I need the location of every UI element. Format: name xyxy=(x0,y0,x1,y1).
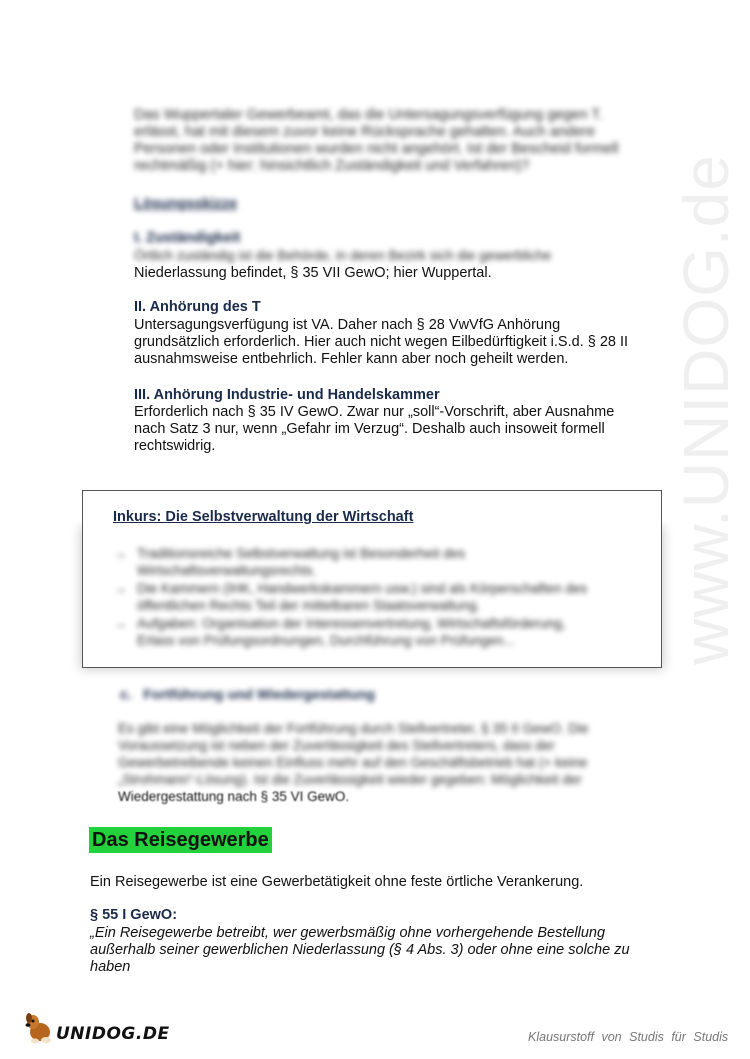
section3-heading: III. Anhörung Industrie- und Handelskammer xyxy=(134,387,440,403)
fortfuehrung-paragraph xyxy=(118,720,658,805)
list-item-line: Erlass von Prüfungsordnungen, Durchführung von Prüfungen... xyxy=(137,633,515,648)
section2-heading: II. Anhörung des T xyxy=(134,299,261,315)
fortfuehrung-line: Es gibt eine Möglichkeit der Fortführung durch Stellvertreter, § 35 II GewO. Die xyxy=(118,721,589,736)
inkurs-list xyxy=(113,545,643,650)
list-item xyxy=(113,580,643,614)
section3-paragraph xyxy=(134,404,664,455)
list-item xyxy=(113,615,643,649)
law-quote xyxy=(90,925,670,976)
arrow-icon: → xyxy=(113,546,127,561)
fortfuehrung-line: Wiedergestattung nach § 35 VI GewO. xyxy=(118,789,350,804)
fortfuehrung-line: Voraussetzung ist neben der Zuverlässigkeit des Stellvertreters, dass der xyxy=(118,738,555,753)
fortfuehrung-line: Gewerbetreibende keinen Einfluss mehr auf den Geschäftsbetrieb hat (+ keine xyxy=(118,755,588,770)
law-quote-line: haben xyxy=(90,959,131,975)
section3-line: Erforderlich nach § 35 IV GewO. Zwar nur „soll“-Vorschrift, aber Ausnahme xyxy=(134,404,615,420)
list-item-line: Traditionsreiche Selbstverwaltung ist Besonderheit des xyxy=(137,546,466,561)
watermark-text: www.UNIDOG.de xyxy=(670,154,742,665)
fortfuehrung-line: „Strohmann“-Lösung). Ist die Zuverlässigkeit wieder gegeben: Möglichkeit der xyxy=(118,772,582,787)
section1-text: Niederlassung befindet, § 35 VII GewO; hier Wuppertal. xyxy=(134,265,492,281)
reisegewerbe-heading-wrap xyxy=(89,827,272,853)
intro-line: Das Wuppertaler Gewerbeamt, das die Untersagungsverfügung gegen T. xyxy=(134,107,603,123)
list-item xyxy=(113,545,643,579)
loesung-heading: Lösungsskizze xyxy=(134,196,238,212)
intro-line: Personen oder Institutionen wurden nicht angehört. Ist der Bescheid formell xyxy=(134,141,619,157)
logo-text[interactable]: UNIDOG.DE xyxy=(56,1024,170,1044)
section2-line: grundsätzlich erforderlich. Hier auch nicht wegen Eilbedürftigkeit i.S.d. § 28 II xyxy=(134,334,629,350)
intro-paragraph xyxy=(134,107,654,175)
section3-line: rechtswidrig. xyxy=(134,438,216,454)
intro-line: erlässt, hat mit diesem zuvor keine Rücksprache gehalten. Auch andere xyxy=(134,124,596,140)
section1-blurred-line: Örtlich zuständig ist die Behörde, in deren Bezirk sich die gewerbliche xyxy=(134,248,552,263)
list-item-line: öffentlichen Rechts Teil der mittelbaren Staatsverwaltung. xyxy=(137,598,481,613)
section2-line: ausnahmsweise entbehrlich. Fehler kann aber noch geheilt werden. xyxy=(134,351,569,367)
footer-tagline: Klausurstoff von Studis für Studis xyxy=(528,1030,729,1044)
list-item-line: Aufgaben: Organisation der Interessenvertretung, Wirtschaftsförderung, xyxy=(137,616,566,631)
inkurs-box xyxy=(82,490,662,668)
dog-logo-icon xyxy=(24,1012,54,1044)
section2-paragraph xyxy=(134,317,664,368)
reisegewerbe-intro: Ein Reisegewerbe ist eine Gewerbetätigkeit ohne feste örtliche Verankerung. xyxy=(90,874,584,890)
fortfuehrung-heading: c. Fortführung und Wiedergestattung xyxy=(120,686,375,702)
intro-line: rechtmäßig (+ hier: hinsichtlich Zuständigkeit und Verfahren)? xyxy=(134,158,530,174)
law-quote-line: außerhalb seiner gewerblichen Niederlassung (§ 4 Abs. 3) oder ohne eine solche zu xyxy=(90,942,630,958)
inkurs-title: Inkurs: Die Selbstverwaltung der Wirtschaft xyxy=(113,509,414,525)
law-heading: § 55 I GewO: xyxy=(90,907,178,923)
arrow-icon: → xyxy=(113,616,127,631)
arrow-icon: → xyxy=(113,581,127,596)
law-quote-line: „Ein Reisegewerbe betreibt, wer gewerbsmäßig ohne vorhergehende Bestellung xyxy=(90,925,606,941)
section2-line: Untersagungsverfügung ist VA. Daher nach § 28 VwVfG Anhörung xyxy=(134,317,561,333)
list-item-line: Wirtschaftsverwaltungsrechts. xyxy=(137,563,317,578)
reisegewerbe-heading: Das Reisegewerbe xyxy=(89,827,272,853)
section1-heading: I. Zuständigkeit xyxy=(134,230,241,246)
list-item-line: Die Kammern (IHK, Handwerkskammern usw.) sind als Körperschaften des xyxy=(137,581,588,596)
section3-line: nach Satz 3 nur, wenn „Gefahr im Verzug“. Deshalb auch insoweit formell xyxy=(134,421,605,437)
